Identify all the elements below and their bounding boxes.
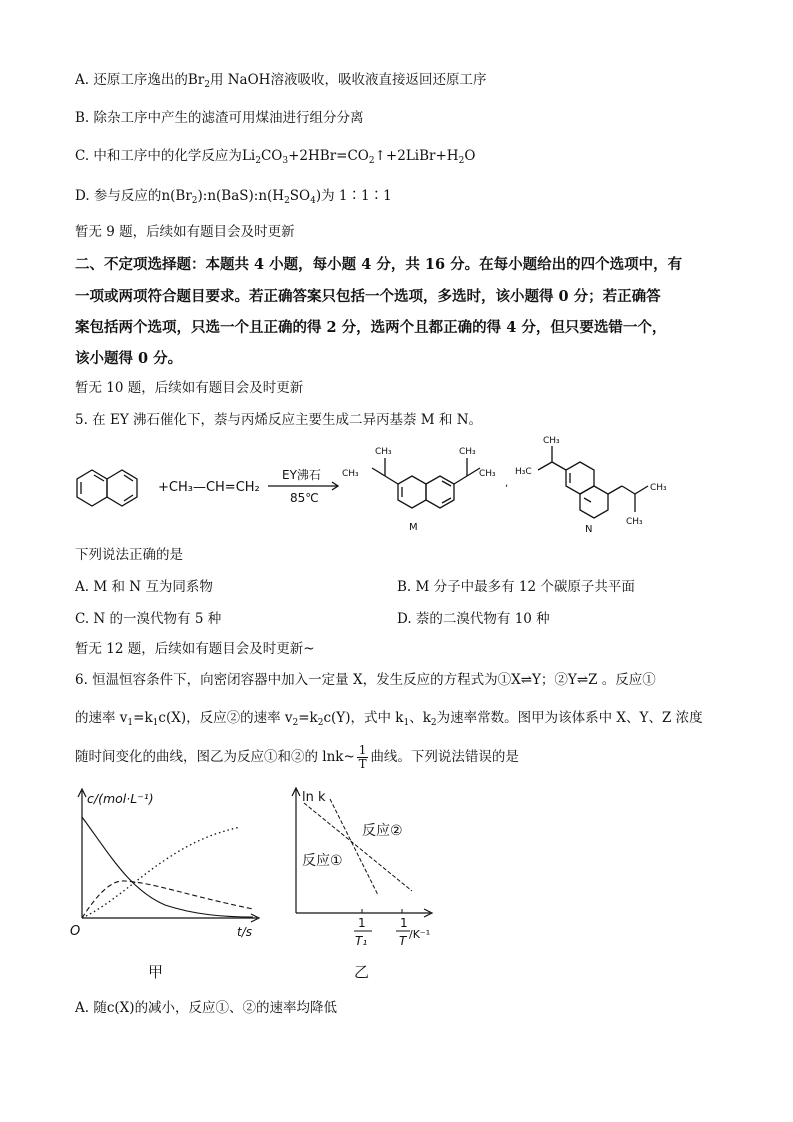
q5-stem: 5. 在 EY 沸石催化下，萘与丙烯反应主要生成二异丙基萘 M 和 N。 [75, 412, 483, 428]
q4-option-c: C. 中和工序中的化学反应为$Li_2CO_3+2HBr=CO_2↑+2LiBr+H_2O$ [75, 148, 476, 166]
q5-reaction-scheme [60, 432, 700, 544]
note-q10: 暂无 10 题，后续如有题目会及时更新 [75, 380, 304, 396]
jia-caption: 甲 [148, 963, 164, 981]
yi-x-num: 1 [400, 916, 408, 930]
yi-x-den: T [399, 934, 407, 948]
m-ch3-left-top: CH₃ [375, 447, 392, 457]
q6-line3: 随时间变化的曲线，图乙为反应①和②的 lnk~ $\frac{1}{T}$ 曲线。下列说法错误的是 [75, 743, 519, 771]
section2-line4: 该小题得 0 分。 [75, 350, 183, 367]
section2-line2: 一项或两项符合题目要求。若正确答案只包括一个选项，多选时，该小题得 0 分；若正确答 [75, 288, 661, 305]
line-reaction1 [304, 803, 412, 891]
yi-t1-den: T₁ [355, 934, 368, 948]
n-ch3-bottom: CH₃ [626, 517, 643, 527]
graph-yi [282, 785, 452, 985]
m-ch3-right-side: CH₃ [479, 469, 496, 479]
q6-option-a: A. 随c(X)的减小，反应①、②的速率均降低 [75, 1000, 338, 1016]
q5-question: 下列说法正确的是 [75, 547, 183, 563]
n-ch3-right: CH₃ [650, 483, 667, 493]
jia-ylabel: c/(mol·L⁻¹) [87, 791, 154, 806]
graph-jia [65, 785, 275, 985]
jia-origin: O [70, 924, 81, 939]
yi-label-r2: 反应② [362, 823, 403, 839]
catalyst-label: EY沸石 [282, 468, 321, 482]
yi-caption: 乙 [354, 963, 370, 981]
yi-ylabel: ln k [302, 790, 326, 805]
yi-label-r1: 反应① [302, 853, 343, 869]
n-ch3-top: CH₃ [543, 436, 560, 446]
curve-z [82, 827, 240, 918]
curve-x [82, 817, 253, 917]
q4-option-a: A. 还原工序逸出的$Br_2$用 NaOH溶液吸收，吸收液直接返回还原工序 [75, 72, 487, 90]
line-reaction2 [330, 799, 378, 895]
m-ch3-left-side: CH₃ [342, 469, 359, 479]
yi-t1-num: 1 [358, 916, 366, 930]
q6-line1: 6. 恒温恒容条件下，向密闭容器中加入一定量 X，发生反应的方程式为①X⇌Y；②Y⇌Z 。反应① [75, 672, 656, 688]
label-m: M [409, 522, 418, 533]
note-q9: 暂无 9 题，后续如有题目会及时更新 [75, 224, 295, 240]
q4-option-b: B. 除杂工序中产生的滤渣可用煤油进行组分分离 [75, 110, 364, 126]
label-n: N [585, 524, 593, 535]
q6-line2: 的速率 $v_1=k_1c(X)$，反应②的速率 $v_2=k_2c(Y)$，式中 $k_1$、$k_2$为速率常数。图甲为该体系中 X、Y、Z 浓度 [75, 710, 703, 728]
inverse-t-fraction: $\frac{1}{T}$ [358, 743, 367, 771]
note-q12: 暂无 12 题，后续如有题目会及时更新~ [75, 641, 315, 657]
q5-option-d: D. 萘的二溴代物有 10 种 [397, 611, 550, 627]
n-h3c-label: H₃C [515, 467, 532, 477]
q5-option-a: A. M 和 N 互为同系物 [75, 579, 213, 595]
yi-x-unit: /K⁻¹ [409, 928, 431, 941]
propene-label: +CH₃—CH=CH₂ [158, 480, 260, 495]
curve-y [82, 881, 253, 918]
q4-option-d: D. 参与反应的$n(Br_2):n(BaS):n(H_2SO_4)$为 1∶1∶1 [75, 188, 392, 206]
jia-xlabel: t/s [237, 925, 252, 939]
q5-option-c: C. N 的一溴代物有 5 种 [75, 611, 222, 627]
section2-line3: 案包括两个选项，只选一个且正确的得 2 分，选两个且都正确的得 4 分，但只要选错一个， [75, 319, 667, 336]
q5-option-b: B. M 分子中最多有 12 个碳原子共平面 [397, 579, 635, 595]
temperature-label: 85℃ [290, 491, 319, 505]
scheme-comma: , [505, 478, 509, 489]
section2-line1: 二、不定项选择题：本题共 4 小题，每小题 4 分，共 16 分。在每小题给出的四个选项中，有 [75, 256, 683, 273]
m-ch3-right-top: CH₃ [459, 447, 476, 457]
